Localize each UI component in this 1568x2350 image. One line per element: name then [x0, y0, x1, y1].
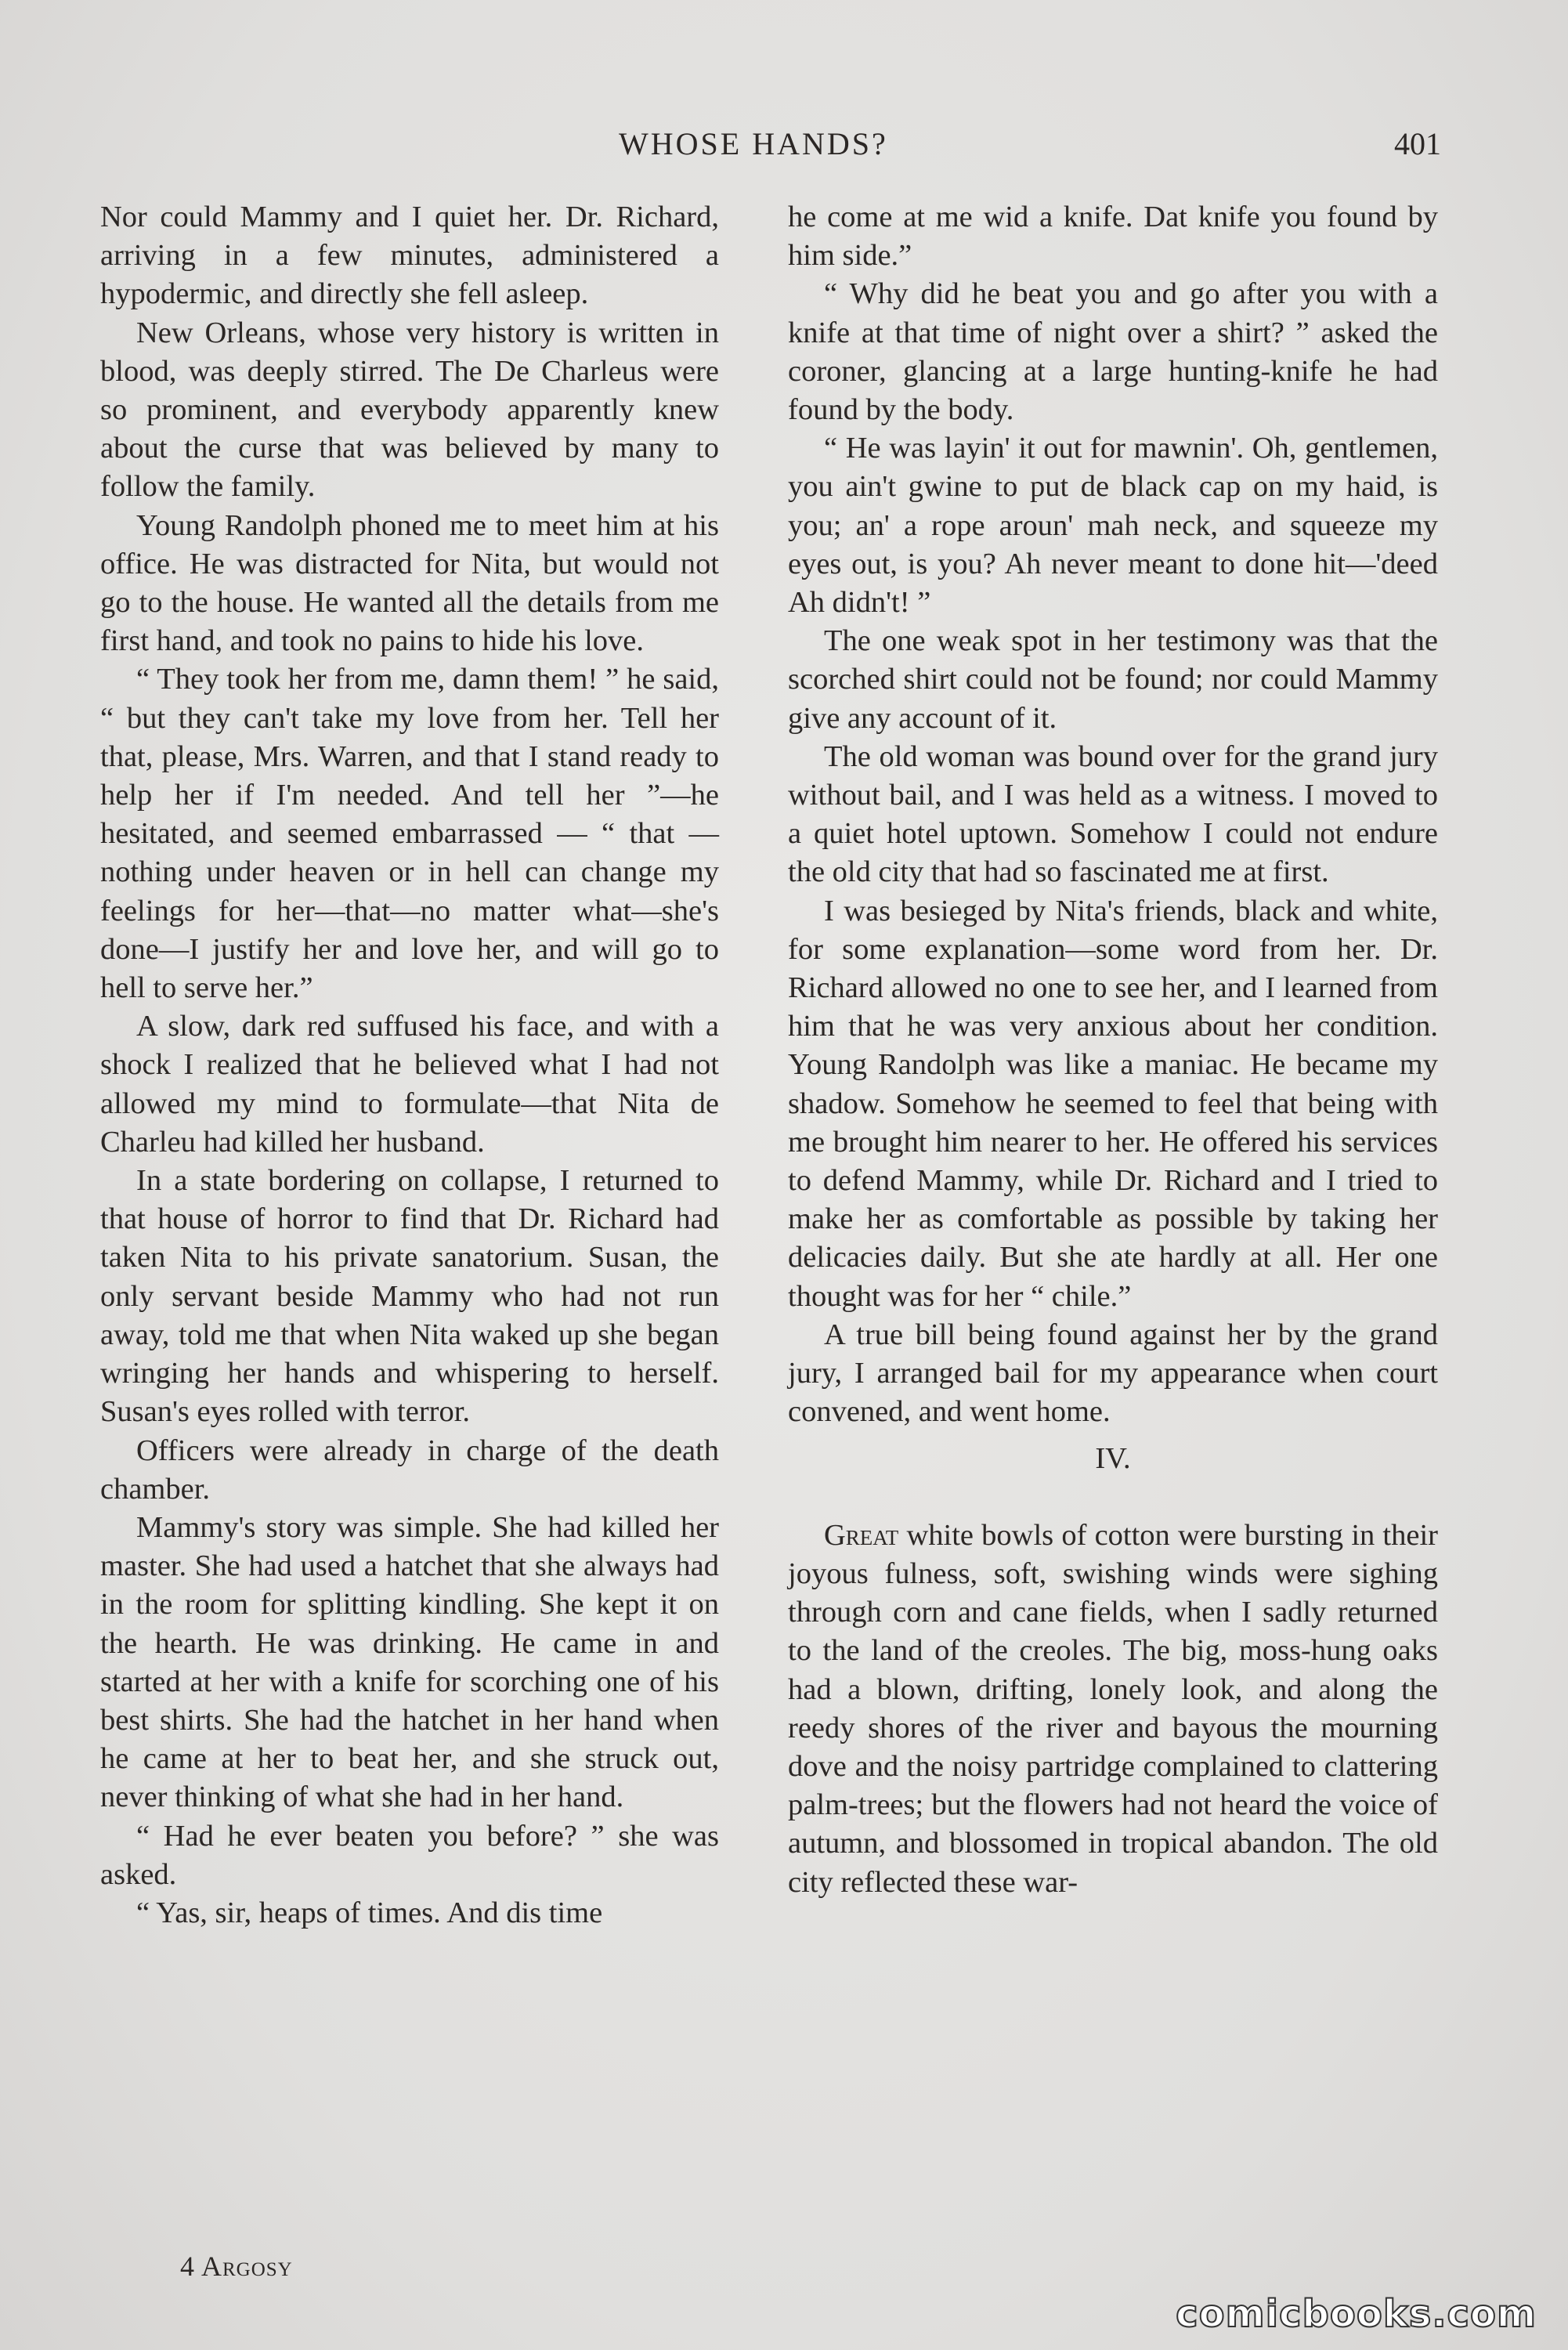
paragraph: Young Randolph phoned me to meet him at his office. He was distracted for Nita, but would not go to the house. He wanted all the details from me first hand, and took no pains to hide his love. [100, 508, 719, 658]
left-column [100, 198, 719, 1932]
section-opening-paragraph [788, 1517, 1438, 1902]
signature-mark [180, 2250, 293, 2283]
running-title: WHOSE HANDS? [619, 126, 888, 161]
paragraph: New Orleans, whose very history is written in blood, was deeply stirred. The De Charleus were so prominent, and everybody apparently knew about the curse that was believed by many to follow the family. [100, 316, 719, 504]
signature-number: 4 [180, 2251, 194, 2282]
paragraph: Officers were already in charge of the death chamber. [100, 1434, 719, 1506]
watermark: comicbooks.com [1176, 2292, 1537, 2336]
paragraph: “ Yas, sir, heaps of times. And dis time [136, 1896, 603, 1929]
opening-word: Great [824, 1518, 899, 1552]
paragraph: “ He was layin' it out for mawnin'. Oh, gentlemen, you ain't gwine to put de black cap on my haid, is you; an' a rope aroun' mah neck, and squeeze my eyes out, is you? Ah never meant to done hit—'deed Ah didn't! ” [788, 432, 1438, 620]
page-number: 401 [1394, 126, 1441, 161]
signature-name: Argosy [201, 2251, 293, 2282]
right-column [788, 198, 1438, 1902]
paragraph: Mammy's story was simple. She had killed her master. She had used a hatchet that she always had in the room for splitting kindling. She kept it on the hearth. He was drinking. He came in and started at her with a knife for scorching one of his best shirts. She had the hatchet in her hand when he came at her to beat her, and she struck out, never thinking of what she had in her hand. [100, 1510, 719, 1814]
paragraph: “ Why did he beat you and go after you with a knife at that time of night over a shirt? ” asked the coroner, glancing at a large hunting-knife he had found by the body. [788, 277, 1438, 427]
paragraph: he come at me wid a knife. Dat knife you found by him side.” [788, 201, 1438, 273]
section-heading: IV. [1095, 1441, 1131, 1475]
opening-text: white bowls of cotton were bursting in their joyous fulness, soft, swishing winds were sighing through corn and cane fields, when I sadly returned to the land of the creoles. The big, moss-hung oaks had a blown, drifting, lonely look, and along the reedy shores of the river and bayous the mourning dove and the noisy partridge complained to clattering palm-trees; but the flowers had not heard the voice of autumn, and blossomed in tropical abandon. The old city reflected these war- [788, 1518, 1438, 1899]
paragraph: “ They took her from me, damn them! ” he said, “ but they can't take my love from her. Tell her that, please, Mrs. Warren, and that I stand ready to help her if I'm needed. And tell her ”—he hesitated, and seemed embarrassed — “ that — nothing under heaven or in hell can change my feelings for her—that—no matter what—she's done—I justify her and love her, and will go to hell to serve her.” [100, 663, 719, 1005]
paragraph: A slow, dark red suffused his face, and with a shock I realized that he believed what I had not allowed my mind to formulate—that Nita de Charleu had killed her husband. [100, 1010, 719, 1159]
paragraph: Nor could Mammy and I quiet her. Dr. Richard, arriving in a few minutes, administered a hypodermic, and directly she fell asleep. [100, 201, 719, 311]
paragraph: “ Had he ever beaten you before? ” she was asked. [100, 1819, 719, 1891]
paragraph: The old woman was bound over for the grand jury without bail, and I was held as a witness. I moved to a quiet hotel uptown. Somehow I could not endure the old city that had so fascinated me at first. [788, 739, 1438, 889]
paragraph: I was besieged by Nita's friends, black and white, for some explanation—some word from her. Dr. Richard allowed no one to see her, and I learned from him that he was very anxious about her condition. Young Randolph was like a maniac. He became my shadow. Somehow he seemed to feel that being with me brought him nearer to her. He offered his services to defend Mammy, while Dr. Richard and I tried to make her as comfortable as possible by taking her delicacies daily. But she ate hardly at all. Her one thought was for her “ chile.” [788, 894, 1438, 1313]
paragraph: In a state bordering on collapse, I returned to that house of horror to find that Dr. Richard had taken Nita to his private sanatorium. Susan, the only servant beside Mammy who had not run away, told me that when Nita waked up she began wringing her hands and whispering to herself. Susan's eyes rolled with terror. [100, 1164, 719, 1429]
page-header [180, 125, 1441, 172]
paragraph: The one weak spot in her testimony was that the scorched shirt could not be found; nor could Mammy give any account of it. [788, 624, 1438, 735]
paragraph: A true bill being found against her by the grand jury, I arranged bail for my appearance when court convened, and went home. [788, 1318, 1438, 1429]
